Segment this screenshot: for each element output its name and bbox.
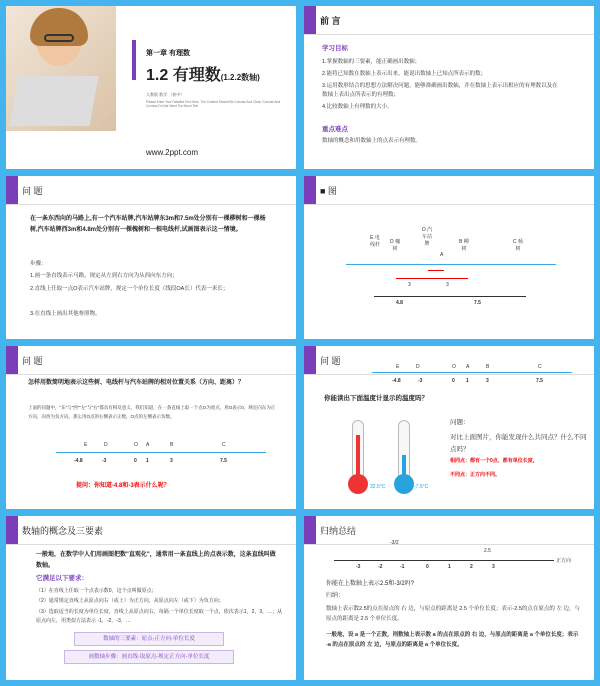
tick-neg1: -1 [400,564,405,570]
num-1: -4.8 [74,458,83,464]
slide-title-main: 1.2 有理数 [146,67,221,84]
definition: 一般地，在数学中人们用画图把数"直观化"，通常用一条直线上的点表示数，这条直线叫做数轴。 [36,552,276,570]
thermometer-blue [398,420,410,480]
num-3: 0 [134,458,137,464]
slide-title-sub: (1.2.2数轴) [220,73,260,82]
header-bar [6,346,18,374]
thermometer-red [352,420,364,480]
label-c: C 杨树 [512,239,523,252]
slide-title [6,6,296,169]
tick-o: O [134,442,138,448]
slide-concept [6,516,296,680]
header-bar [304,346,316,374]
tick-b: B [170,442,174,448]
tick-e: E [396,364,400,370]
slide-problem-3 [304,346,594,509]
num-5: 3 [170,458,173,464]
label-o: O 汽车站牌 [421,227,433,247]
goal-1: 1.掌握数轴的三要素，能正确画出数轴； [322,59,421,65]
tick-3: 3 [492,564,495,570]
slide-problem-2 [6,346,296,509]
question: 怎样用数简明地表示这些树、电线杆与汽车站牌的相对位置关系（方向、距离）？ [28,380,245,386]
label-e: E 电线杆 [370,235,381,248]
num-2: -3 [102,458,107,464]
number-line [56,452,266,453]
value-4-8: 4.8 [396,300,403,306]
thermometer-blue-bulb [394,474,414,494]
header-divider [304,34,594,35]
side-question: 对比上面图片，你能发现什么共同点？什么不同点吗？ [450,434,587,454]
thermometer-red-bulb [348,474,368,494]
num-2: -3 [418,378,423,384]
slide-diagram [304,176,594,339]
temp-1: 32.5°C [370,484,386,490]
tick-2: 2 [470,564,473,570]
tick-b: B [486,364,490,370]
value-7-5: 7.5 [474,300,481,306]
number-line [334,560,554,561]
body-text: 上面的问题中，"东"与"西""左"与"右"都具有相反意义，我们知道，在一条直线上取一个点O为原点，用O表示0，规定向东为正方向，向西为负方向。那么用O点的右侧表示正数，O点的左侧表示负数。 [28,405,276,419]
thermo-question: 你能读出下面温度计显示的温度吗？ [324,395,428,402]
tick-neg2: -2 [378,564,383,570]
tick-c: C [222,442,226,448]
key-title: 重点难点 [322,126,348,133]
header-divider [6,374,296,375]
slide-header: 数轴的概念及三要素 [22,526,104,536]
side-diff: 不同点：正方向不同。 [450,472,501,478]
num-1: -4.8 [392,378,401,384]
axis-name: 正方向 [556,558,572,564]
num-4: 1 [466,378,469,384]
tick-neg3: -3 [356,564,361,570]
purple-accent [132,40,136,80]
header-divider [304,544,594,545]
box-elements: 数轴的三要素：原点-正方向-单位长度 [74,632,224,646]
website: www.2ppt.com [146,148,199,157]
slide-problem-1 [6,176,296,339]
side-title: 问题： [450,419,470,426]
slide-header: 问 题 [22,356,43,366]
label-d: D 槐树 [390,239,401,252]
slide-summary [304,516,594,680]
meta-line: 人教版 数学 （初中） [146,92,185,97]
temp-2: -7.5°C [414,484,429,490]
slide-preface [304,6,594,169]
num-6: 7.5 [220,458,227,464]
goal-4: 4.比较数轴上有理数的大小。 [322,104,393,110]
slide-header: 归纳总结 [320,526,357,536]
header-bar [304,6,316,34]
key-text: 数轴的概念和用数轴上的点表示有理数。 [322,138,422,144]
header-divider [304,204,594,205]
rule-2: （2）通常规定直线上从原点向右（或上）为正方向，从原点向左（或下）为负方向； [36,598,224,604]
tick-a: A [466,364,470,370]
tick-o: O [452,364,456,370]
black-bar [374,296,526,297]
desc-text: Please Enter Your Detailed Text Here, The Content Should Be Concise And Clear, Concise And Concise Do Not Need Too Much Text [146,100,281,109]
header-bar [6,516,18,544]
tick-e: E [84,442,88,448]
tick-c: C [538,364,542,370]
rule-title: 它满足以下要求： [36,575,88,582]
red-bar [428,270,444,271]
tick-1: 1 [448,564,451,570]
sum-title: 归纳： [326,593,345,599]
red-bar-2 [396,278,468,279]
goals-title: 学习目标 [322,45,348,52]
goal-2: 2.能将已知数在数轴上表示出来，能说出数轴上已知点所表示的数； [322,71,487,77]
header-divider [6,544,296,545]
goal-3b: 数轴上表出点所表示的有理数； [322,92,400,98]
number-line [346,264,556,265]
question: 你能在上数轴上表示2.5和-3/2吗? [326,581,415,587]
tick-a: A [146,442,150,448]
chapter-label: 第一章 有理数 [146,50,190,57]
photo-girl-laptop [6,6,116,131]
tick-d: D [104,442,108,448]
header-divider [304,374,594,375]
rule-3: （3）选取适当的长度为单位长度，直线上从原点向右，每隔一个单位长度取一个点，依次表示1，2，3，…；从原点向左，用类似方法表示 -1，-2，-3，… [36,609,283,624]
header-bar [304,516,316,544]
slide-header: 问 题 [320,356,341,366]
steps-title: 步骤： [30,261,47,267]
step-2: 2.直线上任取一点O表示汽车站牌，规定一个单位长度（线段OA长）代表一米长； [30,286,229,292]
step-3: 3.在直线上画出其他参照物。 [30,311,101,317]
value-3-right: 3 [446,282,449,288]
sum-2: 一般地，设 a 是一个正数，则数轴上表示数 a 的点在原点的 右 边，与原点的距离是 a 个单位长度；表示 -a 的点在原点的 左 边，与原点的距离是 a 个单位长度。 [326,632,579,649]
header-bar [304,176,316,204]
header-bar [6,176,18,204]
number-line [372,372,572,373]
label-a: A [440,252,444,258]
rule-1: （1）在直线上任取一个点表示数0，这个点叫做原点； [36,588,157,594]
problem-paragraph: 在一条东西向的马路上,有一个汽车站牌,汽车站牌东3m和7.5m处分别有一棵柳树和一棵杨树,汽车站牌西3m和4.8m处分别有一棵槐树和一根电线杆,试画图表示这一情境。 [30,216,266,234]
slide-header: ■ 图 [320,186,337,196]
side-same: 相同点：都有一个0点、都有单位长度， [450,458,538,464]
goal-3: 3.运用数形结合的思想方法解决问题，能够准确画出数轴，并在数轴上表示出相应的有理数以及在 [322,83,558,89]
sum-1: 数轴上表示数2.5的点在原点的 右 边，与原点的距离是 2.5 个单位长度；表示-2.5的点在原点的 左 边，与原点的距离是 2.5 个单位长度。 [326,606,580,623]
num-4: 1 [146,458,149,464]
slide1-title-row [146,62,260,85]
num-5: 3 [486,378,489,384]
ask-text: 提问：你知道-4.8和-3表示什么呢？ [76,483,170,489]
label-2-5: 2.5 [484,548,491,554]
num-6: 7.5 [536,378,543,384]
box-steps: 画数轴步骤：画直线-取原点-规定正方向-单位长度 [64,650,234,664]
slide-header: 前 言 [320,16,341,26]
step-1: 1.画一条直线表示马路，规定从左到右方向为从西向东方向； [30,273,178,279]
num-3: 0 [452,378,455,384]
slide-header: 问 题 [22,186,43,196]
tick-0: 0 [426,564,429,570]
frac-label: -3/2 [390,540,399,546]
label-b: B 柳树 [459,239,469,252]
value-3-left: 3 [408,282,411,288]
tick-d: D [416,364,420,370]
header-divider [6,204,296,205]
